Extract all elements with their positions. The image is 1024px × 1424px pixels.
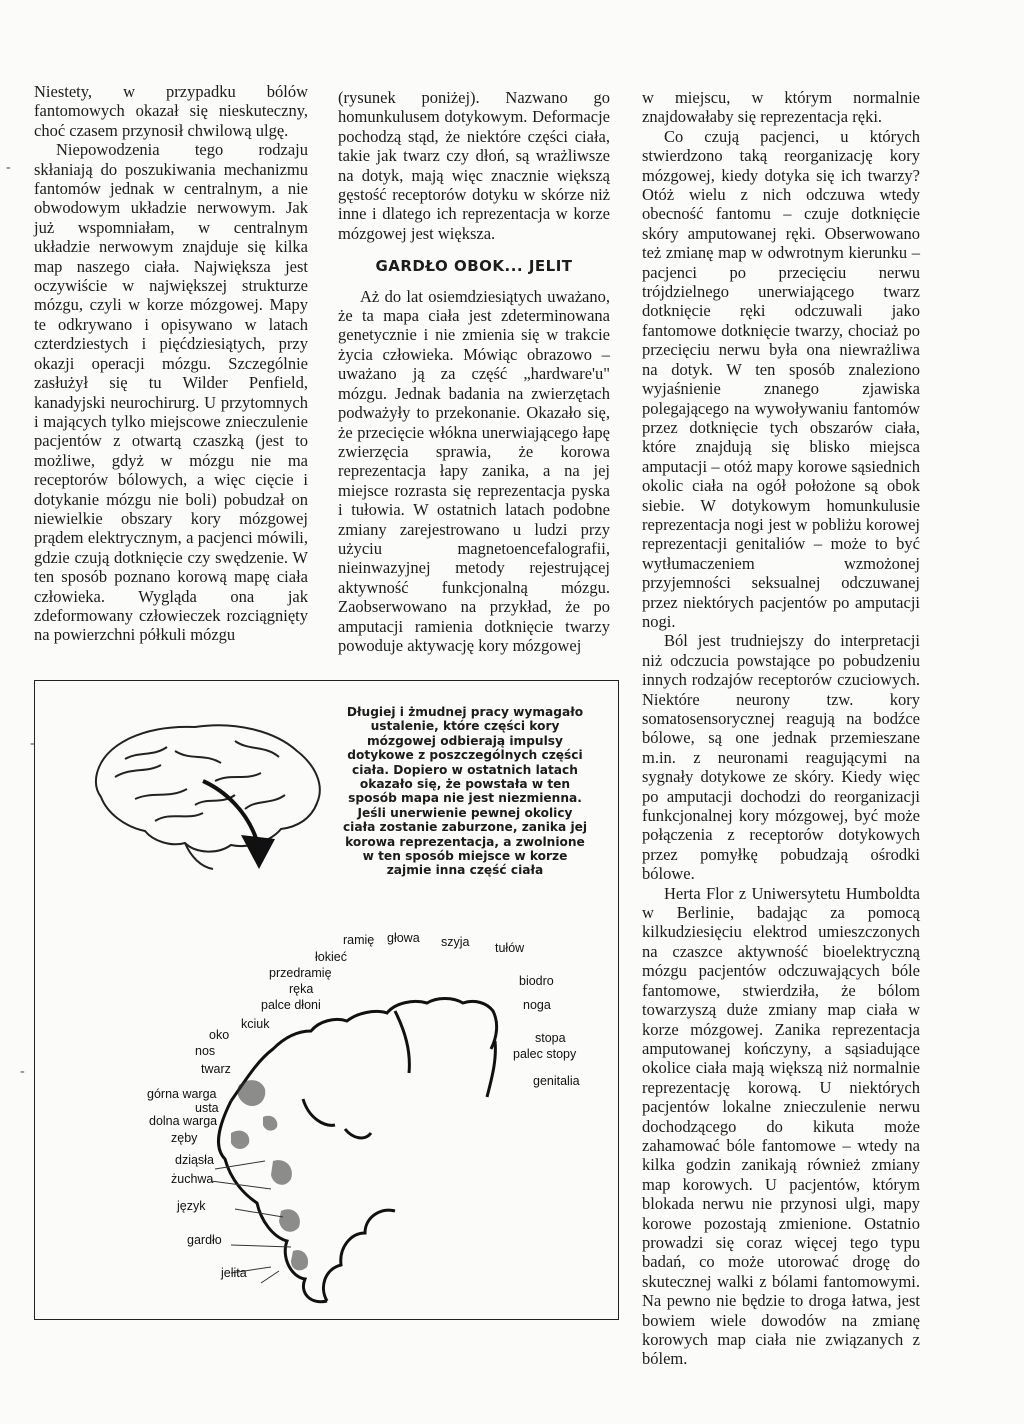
text-column-3 <box>642 88 920 1369</box>
label-gorna-warga: górna warga <box>147 1087 217 1101</box>
paragraph: w miejscu, w którym normalnie znajdowałaby się reprezentacja ręki. <box>642 88 920 127</box>
scan-mark: - <box>30 736 35 751</box>
text-column-1 <box>34 82 308 645</box>
label-stopa: stopa <box>535 1031 566 1045</box>
label-dziasla: dziąsła <box>175 1153 214 1167</box>
cortex-outline <box>218 999 496 1302</box>
label-szyja: szyja <box>441 935 470 949</box>
label-zuchwa: żuchwa <box>171 1172 214 1186</box>
homunculus-figure <box>34 680 619 1320</box>
label-zeby: zęby <box>171 1131 198 1145</box>
label-jezyk: język <box>177 1199 206 1213</box>
label-glowa: głowa <box>387 931 420 945</box>
paragraph: Co czują pacjenci, u których stwierdzono taką reorganizację kory mózgowej, kiedy dotyka się ich twarzy? Otóż wielu z nich odczuwa wtedy obecność fantomu – czuje dotknięcie skóry amputowanej ręki. Obserwowano też zmianę map w odwrotnym kierunku – pacjenci po przecięciu nerwu trójdzielnego unerwiającego twarz dotknięcie ręki odczuwali jako fantomowe dotknięcie twarzy, chociaż po przecięciu nerwu była ona niewrażliwa na dotyk. W ten sposób znaleziono wyjaśnienie znanego zjawiska polegającego na wywoływaniu fantomów przez dotknięcie tych obszarów ciała, które znajdują się blisko miejsca amputacji – otóż mapy korowe sąsiednich okolic ciała na ogół położone są obok siebie. W dotykowym homunkulusie reprezentacja nogi jest w pobliżu korowej reprezentacji genitaliów – może to być wytłumaczeniem wzmożonej przyjemności seksualnej odczuwanej przez niektórych pacjentów po amputacji nogi. <box>642 126 920 631</box>
paragraph: Herta Flor z Uniwersytetu Humboldta w Berlinie, badając za pomocą kilkudziesięciu elektrod umieszczonych na czaszce aktywność bioelektryczną mózgu pacjentów odczuwających bóle fantomowe, stwierdziła, że bólom towarzyszą duże zmiany map ciała w korze mózgowej. Zanika reprezentacja amputowanej kończyny, a sąsiadujące okolice ciała mają większą niż normalnie reprezentację korową. U niektórych pacjentów lokalne znieczulenie nerwu dochodzącego do kikuta może zahamować bóle fantomowe – wtedy na kilka godzin zanikają również zmiany map korowych. U pacjentów, którym blokada nerwu nie przynosi ulgi, mapy korowe pozostają zmienione. Ostatnio prowadzi się coraz więcej tego typu badań, co może utorować drogę do skutecznej walki z bólami fantomowymi. Na pewno nie będzie to droga łatwa, jest bowiem wiele dowodów na zmianę korowych map ciała nie związanych z bólem. <box>642 883 920 1369</box>
homunculus-shading <box>231 1080 308 1270</box>
paragraph: Niestety, w przypadku bólów fantomowych okazał się nieskuteczny, choć czasem przynosił chwilową ulgę. <box>34 82 308 140</box>
scan-mark: - <box>6 160 11 175</box>
label-genitalia: genitalia <box>533 1074 580 1088</box>
paragraph: Ból jest trudniejszy do interpretacji niż odczucia powstające po pobudzeniu innych rodzajów receptorów czuciowych. Niektóre neurony tzw. kory somatosensorycznej reagują na bodźce bólowe, są one jednak przemieszane m.in. z neuronami reagującymi na sygnały dotykowe ze skóry. Kiedy więc po amputacji dochodzi do reorganizacji funkcjonalnej kory mózgowej, być może połączenia z receptorów dotykowych przez pomyłkę pobudzają ośrodki bólowe. <box>642 631 920 884</box>
label-biodro: biodro <box>519 974 554 988</box>
label-kciuk: kciuk <box>241 1017 270 1031</box>
label-lokiec: łokieć <box>315 950 347 964</box>
label-nos: nos <box>195 1044 216 1058</box>
label-oko: oko <box>209 1028 230 1042</box>
label-gardlo: gardło <box>187 1233 222 1247</box>
arrow-icon <box>203 781 275 869</box>
label-tulow: tułów <box>495 941 525 955</box>
label-jelita: jelita <box>221 1266 247 1280</box>
label-przedramie: przedramię <box>269 966 332 980</box>
label-palec-stopy: palec stopy <box>513 1047 577 1061</box>
label-usta: usta <box>195 1101 219 1115</box>
paragraph: Niepowodzenia tego rodzaju skłaniają do poszukiwania mechanizmu fantomów jednak w centralnym, a nie obwodowym układzie nerwowym. Jak już wspomniałam, w centralnym układzie nerwowym znajduje się kilka map naszego ciała. Największa jest oczywiście w największej strukturze mózgu, czyli w korze mózgowej. Mapy te odkrywano i opisywano w latach czterdziestych i pięćdziesiątych, przy okazji operacji mózgu. Szczególnie zasłużył się tu Wilder Penfield, kanadyjski neurochirurg. U przytomnych i mających tylko miejscowe znieczulenie pacjentów z otwartą czaszką (jest to możliwe, gdyż w mózgu nie ma receptorów bólowych, a więc cięcie i dotykanie mózgu nie boli) pobudzał on niewielkie obszary kory mózgowej prądem elektrycznym, a pacjenci mówili, gdzie czują dotknięcie czy swędzenie. W ten sposób poznano korową mapę ciała człowieka. Wygląda ona jak zdeformowany człowieczek rozciągnięty na powierzchni półkuli mózgu <box>34 140 308 645</box>
label-ramie: ramię <box>343 933 375 947</box>
paragraph: Aż do lat osiemdziesiątych uważano, że ta mapa ciała jest zdeterminowana genetycznie i nie zmienia się w trakcie życia człowieka. Mówiąc obrazowo – uważano ją za część „hardware'u" mózgu. Jednak badania na zwierzętach podważyły to przekonanie. Okazało się, że przecięcie włókna unerwiającego łapę zwierzęcia sprawia, że korowa reprezentacja łapy zanika, a na jej miejsce rozrasta się reprezentacja pyska i tułowia. W ostatnich latach podobne zmiany zarejestrowano u ludzi przy użyciu magnetoencefalografii, nieinwazyjnej metody rejestrującej aktywność funkcjonalną mózgu. Zaobserwowano na przykład, że po amputacji ramienia dotknięcie twarzy powoduje aktywację kory mózgowej <box>338 286 610 655</box>
section-heading: GARDŁO OBOK... JELIT <box>375 257 573 276</box>
text-column-2 <box>338 88 610 655</box>
label-palce-dloni: palce dłoni <box>261 998 321 1012</box>
label-dolna-warga: dolna warga <box>149 1114 218 1128</box>
label-reka: ręka <box>289 982 314 996</box>
scan-mark: - <box>20 1064 25 1079</box>
label-twarz: twarz <box>201 1062 231 1076</box>
brain-icon <box>96 725 320 869</box>
label-noga: noga <box>523 998 551 1012</box>
figure-caption: Długiej i żmudnej pracy wymagało ustalenie, które części kory mózgowej odbierają impulsy dotykowe z poszczególnych części ciała. Dopiero w ostatnich latach okazało się, że powstała w ten sposób mapa nie jest niezmienna. Jeśli unerwienie pewnej okolicy ciała zostanie zaburzone, zanika jej korowa reprezentacja, a zwolnione w ten sposób miejsce w korze zajmie inna część ciała <box>342 705 588 878</box>
paragraph: (rysunek poniżej). Nazwano go homunkulusem dotykowym. Deformacje pochodzą stąd, że niektóre części ciała, takie jak twarz czy dłoń, są wrażliwsze na dotyk, mają więc znacznie większą gęstość receptorów dotyku w skórze niż inne i dlatego ich reprezentacja w korze mózgowej jest większa. <box>338 88 610 243</box>
